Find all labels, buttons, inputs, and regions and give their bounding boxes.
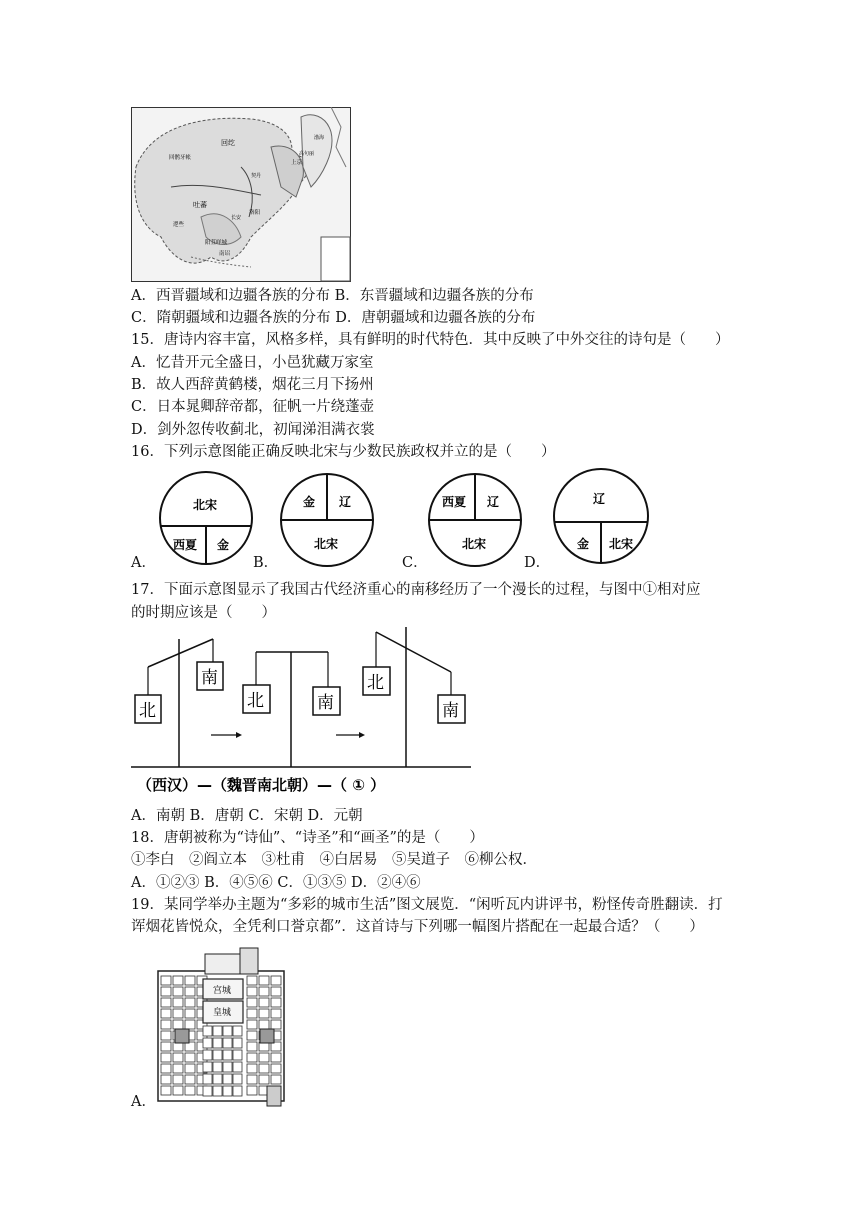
city-ward-block [173, 1075, 183, 1084]
city-ward-block [247, 1009, 257, 1018]
label-beisong: 北宋 [609, 537, 634, 551]
q19-stem-line2: 诨烟花皆悦众，全凭利口誉京都”．这首诗与下列哪一幅图片搭配在一起最合适？（ ） [131, 919, 704, 935]
label-xixia: 西夏 [442, 495, 467, 509]
city-ward-block [259, 1075, 269, 1084]
city-ward-block [161, 1042, 171, 1051]
city-ward-block [203, 1050, 212, 1060]
city-ward-block [213, 1026, 222, 1036]
q15-option-d: D．剑外忽传收蓟北，初闻涕泪满衣裳 [131, 422, 375, 438]
q16-option-a-letter: A． [131, 555, 156, 571]
q15-option-a: A．忆昔开元全盛日，小邑犹藏万家室 [131, 355, 374, 371]
city-ward-block [271, 998, 281, 1007]
city-ward-block [247, 998, 257, 1007]
city-ward-block [173, 1086, 183, 1095]
city-ward-block [185, 1064, 195, 1073]
q19-option-a-letter: A． [131, 1094, 156, 1110]
city-ward-block [203, 1086, 212, 1096]
city-ward-block [203, 1074, 212, 1084]
south-label: 南 [442, 701, 459, 721]
q16-diagram-c [429, 474, 521, 566]
q17-stem-line1: 17．下面示意图显示了我国古代经济重心的南移经历了一个漫长的过程，与图中①相对应 [131, 582, 701, 598]
city-ward-block [185, 998, 195, 1007]
imperial-city-label: 皇城 [213, 1008, 232, 1018]
label-xixia: 西夏 [173, 538, 198, 552]
city-ward-block [247, 1086, 257, 1095]
city-ward-block [213, 1038, 222, 1048]
q15-option-b: B．故人西辞黄鹤楼，烟花三月下扬州 [131, 377, 374, 393]
city-ward-block [161, 1086, 171, 1095]
tang-territory-map [131, 107, 351, 282]
city-ward-block [247, 1075, 257, 1084]
city-ward-block [223, 1074, 232, 1084]
city-ward-block [213, 1062, 222, 1072]
city-ward-block [161, 1075, 171, 1084]
city-ward-block [185, 1053, 195, 1062]
q16-option-c-letter: C． [402, 555, 428, 571]
city-ward-block [161, 1053, 171, 1062]
q18-options: A．①②③ B．④⑤⑥ C．①③⑤ D．②④⑥ [131, 875, 421, 891]
q16-diagram-a [160, 472, 252, 564]
city-ward-block [185, 987, 195, 996]
city-plan-image [155, 946, 290, 1108]
q15-option-c: C．日本晁卿辞帝都，征帆一片绕蓬壶 [131, 399, 375, 415]
city-ward-block [185, 976, 195, 985]
q16-circle-diagrams [131, 466, 671, 572]
city-ward-block [185, 1009, 195, 1018]
north-label: 北 [247, 691, 264, 711]
city-ward-block [161, 1031, 171, 1040]
city-ward-block [203, 1038, 212, 1048]
q16-option-b-letter: B． [253, 555, 279, 571]
label-jin: 金 [217, 538, 230, 552]
city-ward-block [223, 1050, 232, 1060]
q18-stem: 18．唐朝被称为“诗仙”、“诗圣”和“画圣”的是（ ） [131, 830, 484, 846]
label-liao: 辽 [593, 492, 606, 506]
map-label: 高句丽 [299, 151, 315, 157]
city-ward-block [271, 987, 281, 996]
city-ward-block [185, 1075, 195, 1084]
city-ward-block [173, 1009, 183, 1018]
q14-options-line2: C．隋朝疆域和边疆各族的分布 D．唐朝疆域和边疆各族的分布 [131, 310, 536, 326]
city-ward-block [161, 976, 171, 985]
map-label: 逻些 [173, 222, 185, 228]
city-ward-block [259, 1020, 269, 1029]
city-ward-block [271, 1020, 281, 1029]
label-beisong: 北宋 [314, 537, 339, 551]
city-ward-block [223, 1086, 232, 1096]
city-ward-block [213, 1086, 222, 1096]
label-jin: 金 [303, 495, 316, 509]
city-ward-block [161, 987, 171, 996]
city-ward-block [247, 1064, 257, 1073]
map-label: 回纥 [221, 139, 235, 147]
map-label: 阳苴咩城 [205, 240, 228, 246]
south-label: 南 [201, 668, 218, 688]
map-label: 回鹘牙帐 [169, 155, 192, 161]
city-ward-block [213, 1050, 222, 1060]
city-ward-block [247, 1031, 257, 1040]
label-beisong: 北宋 [193, 498, 218, 512]
q16-stem: 16．下列示意图能正确反映北宋与少数民族政权并立的是（ ） [131, 444, 556, 460]
q18-items: ①李白 ②阎立本 ③杜甫 ④白居易 ⑤吴道子 ⑥柳公权． [131, 852, 537, 868]
city-ward-block [233, 1074, 242, 1084]
city-ward-block [223, 1026, 232, 1036]
q17-stem-line2: 的时期应该是（ ） [131, 605, 276, 621]
city-ward-block [233, 1062, 242, 1072]
city-ward-block [161, 1064, 171, 1073]
label-liao: 辽 [487, 495, 500, 509]
label-jin: 金 [577, 537, 590, 551]
city-ward-block [233, 1026, 242, 1036]
city-ward-block [173, 1064, 183, 1073]
city-ward-block [259, 1053, 269, 1062]
q19-stem-line1: 19．某同学举办主题为“多彩的城市生活”图文展览．“闲听瓦内讲评书，粉怪传奇胜翻读．打 [131, 897, 723, 913]
label-beisong: 北宋 [462, 537, 487, 551]
city-ward-block [259, 1009, 269, 1018]
city-ward-block [185, 1086, 195, 1095]
q16-diagram-d [554, 469, 648, 563]
city-ward-block [161, 1020, 171, 1029]
north-label: 北 [367, 673, 384, 693]
period-caption: （西汉）—（魏晋南北朝）—（ ① ） [137, 776, 386, 794]
palace-city-label: 宫城 [213, 986, 232, 996]
city-ward-block [247, 987, 257, 996]
map-label: 渤海 [314, 135, 325, 141]
city-ward-block [223, 1062, 232, 1072]
q14-options-line1: A．西晋疆域和边疆各族的分布 B．东晋疆域和边疆各族的分布 [131, 288, 534, 304]
map-label: 吐蕃 [193, 201, 207, 209]
city-ward-block [247, 1020, 257, 1029]
city-ward-block [161, 998, 171, 1007]
city-ward-block [259, 987, 269, 996]
city-ward-block [213, 1074, 222, 1084]
city-ward-block [247, 1042, 257, 1051]
q16-diagram-b [281, 474, 373, 566]
map-label: 契丹 [251, 173, 262, 179]
city-ward-block [173, 1053, 183, 1062]
north-label: 北 [139, 701, 156, 721]
city-ward-block [161, 1009, 171, 1018]
city-ward-block [223, 1038, 232, 1048]
city-ward-block [203, 1062, 212, 1072]
city-ward-block [271, 1064, 281, 1073]
label-liao: 辽 [339, 495, 352, 509]
map-label: 上京 [291, 160, 303, 166]
city-ward-block [233, 1038, 242, 1048]
city-ward-block [259, 1064, 269, 1073]
city-ward-block [185, 1020, 195, 1029]
city-ward-block [203, 1026, 212, 1036]
city-ward-block [173, 976, 183, 985]
city-ward-block [173, 1020, 183, 1029]
city-ward-block [247, 1053, 257, 1062]
city-ward-block [247, 976, 257, 985]
q15-stem: 15．唐诗内容丰富，风格多样，具有鲜明的时代特色．其中反映了中外交往的诗句是（ ） [131, 332, 730, 348]
city-ward-block [233, 1086, 242, 1096]
city-ward-block [259, 976, 269, 985]
city-ward-block [173, 998, 183, 1007]
map-label: 长安 [231, 215, 242, 221]
map-label: 洛阳 [249, 210, 261, 216]
city-ward-block [259, 998, 269, 1007]
city-ward-block [271, 1053, 281, 1062]
city-ward-block [271, 976, 281, 985]
city-ward-block [271, 1075, 281, 1084]
q17-balance-diagram [131, 627, 481, 797]
south-label: 南 [317, 693, 334, 713]
q17-options: A．南朝 B．唐朝 C．宋朝 D．元朝 [131, 808, 363, 824]
q16-option-d-letter: D． [524, 555, 551, 571]
city-ward-block [233, 1050, 242, 1060]
city-ward-block [173, 987, 183, 996]
city-ward-block [271, 1009, 281, 1018]
map-label: 南诏 [219, 251, 231, 257]
